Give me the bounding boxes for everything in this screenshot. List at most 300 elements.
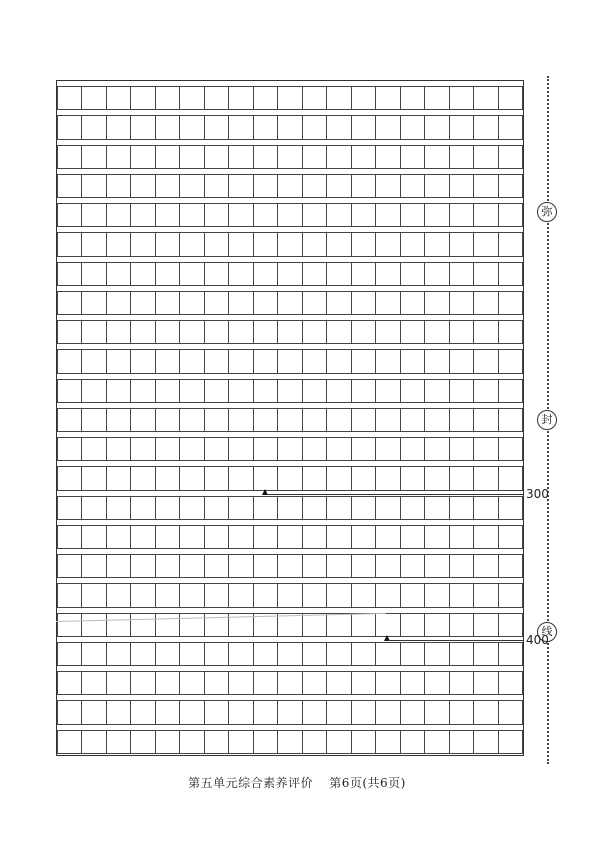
- grid-cell: [277, 525, 302, 549]
- grid-cell: [302, 262, 327, 286]
- grid-cell: [253, 349, 278, 373]
- grid-cell: [81, 437, 106, 461]
- grid-cell: [400, 583, 425, 607]
- grid-cell: [57, 408, 82, 432]
- grid-cell: [81, 349, 106, 373]
- grid-cell: [155, 262, 180, 286]
- grid-cell: [277, 203, 302, 227]
- grid-cell: [277, 730, 302, 754]
- grid-cell: [277, 349, 302, 373]
- grid-cell: [424, 408, 449, 432]
- grid-cell: [375, 466, 400, 490]
- grid-cell: [449, 232, 474, 256]
- grid-cell: [106, 145, 131, 169]
- grid-cell: [351, 320, 376, 344]
- grid-cell: [106, 86, 131, 110]
- grid-cell: [302, 496, 327, 520]
- grid-cell: [277, 379, 302, 403]
- grid-cell: [302, 349, 327, 373]
- grid-cell: [179, 613, 204, 637]
- grid-cell: [326, 379, 351, 403]
- grid-cell: [326, 349, 351, 373]
- grid-cell: [228, 145, 253, 169]
- grid-cell: [302, 437, 327, 461]
- grid-cell: [204, 496, 229, 520]
- grid-cell: [473, 86, 498, 110]
- grid-cell: [400, 203, 425, 227]
- grid-cell: [498, 379, 523, 403]
- grid-cell: [375, 613, 400, 637]
- grid-cell: [179, 408, 204, 432]
- grid-cell: [130, 86, 155, 110]
- grid-cell: [326, 291, 351, 315]
- grid-cell: [498, 291, 523, 315]
- grid-cell: [400, 379, 425, 403]
- grid-cell: [106, 379, 131, 403]
- grid-cell: [179, 466, 204, 490]
- grid-cell: [400, 262, 425, 286]
- grid-cell: [228, 115, 253, 139]
- grid-cell: [326, 232, 351, 256]
- grid-cell: [449, 496, 474, 520]
- grid-cell: [326, 145, 351, 169]
- grid-cell: [81, 86, 106, 110]
- grid-cell: [375, 379, 400, 403]
- grid-cell: [375, 115, 400, 139]
- grid-cell: [375, 554, 400, 578]
- grid-cell: [228, 583, 253, 607]
- grid-cell: [204, 174, 229, 198]
- grid-cell: [228, 174, 253, 198]
- grid-cell: [449, 730, 474, 754]
- grid-cell: [130, 320, 155, 344]
- grid-cell: [302, 203, 327, 227]
- grid-cell: [179, 671, 204, 695]
- grid-cell: [155, 379, 180, 403]
- grid-cell: [204, 554, 229, 578]
- grid-cell: [473, 525, 498, 549]
- grid-cell: [155, 525, 180, 549]
- grid-cell: [400, 408, 425, 432]
- grid-cell: [302, 174, 327, 198]
- grid-cell: [424, 115, 449, 139]
- grid-cell: [204, 320, 229, 344]
- grid-cell: [204, 86, 229, 110]
- grid-cell: [498, 115, 523, 139]
- grid-cell: [81, 203, 106, 227]
- grid-cell: [106, 408, 131, 432]
- grid-cell: [498, 86, 523, 110]
- grid-cell: [253, 115, 278, 139]
- grid-cell: [106, 613, 131, 637]
- grid-cell: [449, 642, 474, 666]
- grid-cell: [228, 671, 253, 695]
- grid-cell: [326, 466, 351, 490]
- grid-cell: [106, 730, 131, 754]
- grid-cell: [473, 232, 498, 256]
- grid-cell: [253, 466, 278, 490]
- grid-cell: [155, 349, 180, 373]
- grid-cell: [326, 583, 351, 607]
- grid-cell: [277, 496, 302, 520]
- grid-cell: [424, 642, 449, 666]
- grid-cell: [302, 554, 327, 578]
- writing-grid: [56, 80, 524, 756]
- grid-cell: [424, 203, 449, 227]
- grid-cell: [106, 554, 131, 578]
- grid-cell: [81, 613, 106, 637]
- grid-cell: [400, 437, 425, 461]
- grid-cell: [498, 642, 523, 666]
- grid-cell: [57, 379, 82, 403]
- grid-cell: [498, 730, 523, 754]
- grid-cell: [179, 583, 204, 607]
- grid-cell: [400, 554, 425, 578]
- grid-cell: [449, 349, 474, 373]
- word-count-line: [388, 640, 524, 641]
- grid-cell: [179, 700, 204, 724]
- grid-cell: [155, 496, 180, 520]
- grid-cell: [106, 583, 131, 607]
- grid-cell: [81, 730, 106, 754]
- grid-cell: [424, 349, 449, 373]
- grid-cell: [253, 496, 278, 520]
- grid-cell: [375, 349, 400, 373]
- grid-cell: [473, 583, 498, 607]
- grid-cell: [351, 466, 376, 490]
- grid-cell: [302, 320, 327, 344]
- grid-cell: [302, 525, 327, 549]
- grid-cell: [302, 583, 327, 607]
- grid-cell: [351, 232, 376, 256]
- grid-cell: [155, 408, 180, 432]
- grid-cell: [130, 700, 155, 724]
- grid-cell: [424, 730, 449, 754]
- grid-cell: [424, 232, 449, 256]
- grid-cell: [277, 115, 302, 139]
- grid-cell: [498, 320, 523, 344]
- grid-cell: [326, 642, 351, 666]
- grid-cell: [400, 320, 425, 344]
- grid-cell: [351, 437, 376, 461]
- grid-cell: [277, 671, 302, 695]
- grid-cell: [449, 320, 474, 344]
- grid-cell: [253, 525, 278, 549]
- grid-cell: [155, 291, 180, 315]
- grid-cell: [81, 642, 106, 666]
- grid-cell: [179, 320, 204, 344]
- grid-cell: [253, 583, 278, 607]
- grid-cell: [204, 115, 229, 139]
- grid-cell: [130, 262, 155, 286]
- grid-cell: [449, 203, 474, 227]
- grid-cell: [351, 525, 376, 549]
- grid-cell: [204, 700, 229, 724]
- grid-cell: [228, 379, 253, 403]
- grid-cell: [228, 700, 253, 724]
- grid-cell: [155, 554, 180, 578]
- grid-cell: [326, 86, 351, 110]
- grid-cell: [326, 671, 351, 695]
- grid-cell: [449, 291, 474, 315]
- grid-cell: [57, 349, 82, 373]
- grid-cell: [400, 613, 425, 637]
- grid-cell: [498, 671, 523, 695]
- grid-cell: [424, 320, 449, 344]
- grid-cell: [473, 174, 498, 198]
- grid-cell: [204, 203, 229, 227]
- grid-cell: [498, 262, 523, 286]
- grid-cell: [375, 496, 400, 520]
- grid-cell: [277, 583, 302, 607]
- grid-cell: [106, 174, 131, 198]
- grid-cell: [277, 642, 302, 666]
- grid-cell: [228, 437, 253, 461]
- grid-cell: [57, 291, 82, 315]
- grid-cell: [179, 262, 204, 286]
- grid-cell: [473, 700, 498, 724]
- grid-cell: [302, 642, 327, 666]
- grid-cell: [326, 730, 351, 754]
- grid-cell: [277, 437, 302, 461]
- grid-cell: [473, 349, 498, 373]
- page-footer: [0, 774, 594, 791]
- grid-cell: [375, 262, 400, 286]
- grid-cell: [498, 525, 523, 549]
- grid-cell: [130, 291, 155, 315]
- grid-cell: [424, 554, 449, 578]
- grid-cell: [204, 466, 229, 490]
- grid-cell: [106, 671, 131, 695]
- grid-cell: [228, 642, 253, 666]
- grid-cell: [130, 174, 155, 198]
- grid-cell: [400, 115, 425, 139]
- grid-cell: [277, 408, 302, 432]
- grid-cell: [302, 671, 327, 695]
- grid-cell: [204, 291, 229, 315]
- grid-cell: [351, 174, 376, 198]
- grid-cell: [351, 262, 376, 286]
- grid-cell: [179, 554, 204, 578]
- grid-cell: [424, 671, 449, 695]
- grid-cell: [277, 554, 302, 578]
- grid-cell: [375, 700, 400, 724]
- grid-cell: [424, 174, 449, 198]
- grid-cell: [130, 554, 155, 578]
- grid-cell: [155, 115, 180, 139]
- grid-cell: [253, 86, 278, 110]
- grid-cell: [400, 730, 425, 754]
- grid-cell: [130, 408, 155, 432]
- grid-cell: [375, 203, 400, 227]
- grid-cell: [375, 642, 400, 666]
- seal-char-xian: 线: [537, 622, 557, 642]
- grid-cell: [81, 291, 106, 315]
- grid-cell: [106, 203, 131, 227]
- grid-cell: [424, 291, 449, 315]
- grid-cell: [449, 408, 474, 432]
- grid-cell: [302, 291, 327, 315]
- grid-cell: [179, 86, 204, 110]
- grid-cell: [400, 174, 425, 198]
- grid-cell: [106, 262, 131, 286]
- grid-cell: [106, 437, 131, 461]
- grid-cell: [155, 232, 180, 256]
- grid-cell: [424, 145, 449, 169]
- grid-cell: [449, 437, 474, 461]
- grid-cell: [302, 408, 327, 432]
- grid-cell: [204, 730, 229, 754]
- grid-cell: [228, 349, 253, 373]
- grid-cell: [155, 671, 180, 695]
- grid-cell: [449, 262, 474, 286]
- grid-cell: [375, 525, 400, 549]
- grid-cell: [228, 291, 253, 315]
- grid-cell: [449, 174, 474, 198]
- grid-cell: [130, 496, 155, 520]
- grid-cell: [179, 525, 204, 549]
- grid-cell: [130, 671, 155, 695]
- grid-cell: [326, 437, 351, 461]
- grid-cell: [81, 232, 106, 256]
- grid-cell: [130, 232, 155, 256]
- grid-cell: [277, 700, 302, 724]
- grid-cell: [449, 525, 474, 549]
- grid-cell: [302, 115, 327, 139]
- grid-cell: [302, 613, 327, 637]
- grid-cell: [400, 496, 425, 520]
- grid-cell: [351, 671, 376, 695]
- grid-cell: [449, 466, 474, 490]
- grid-cell: [57, 554, 82, 578]
- grid-cell: [424, 437, 449, 461]
- grid-cell: [424, 379, 449, 403]
- grid-cell: [375, 86, 400, 110]
- grid-cell: [57, 583, 82, 607]
- grid-cell: [155, 203, 180, 227]
- grid-cell: [253, 730, 278, 754]
- grid-cell: [130, 642, 155, 666]
- grid-cell: [81, 554, 106, 578]
- grid-cell: [253, 437, 278, 461]
- grid-cell: [326, 115, 351, 139]
- grid-cell: [228, 262, 253, 286]
- grid-cell: [473, 730, 498, 754]
- grid-cell: [326, 262, 351, 286]
- grid-cell: [155, 613, 180, 637]
- grid-cell: [449, 671, 474, 695]
- grid-cell: [375, 232, 400, 256]
- grid-cell: [277, 86, 302, 110]
- grid-cell: [204, 379, 229, 403]
- grid-cell: [228, 203, 253, 227]
- grid-cell: [375, 320, 400, 344]
- grid-cell: [424, 262, 449, 286]
- grid-cell: [473, 320, 498, 344]
- grid-cell: [351, 613, 376, 637]
- grid-cell: [473, 466, 498, 490]
- grid-cell: [498, 700, 523, 724]
- grid-cell: [473, 671, 498, 695]
- grid-cell: [498, 174, 523, 198]
- grid-cell: [326, 525, 351, 549]
- grid-cell: [57, 525, 82, 549]
- grid-cell: [81, 408, 106, 432]
- grid-cell: [277, 320, 302, 344]
- grid-cell: [351, 349, 376, 373]
- grid-cell: [302, 86, 327, 110]
- grid-cell: [351, 642, 376, 666]
- grid-cell: [424, 466, 449, 490]
- grid-cell: [130, 203, 155, 227]
- grid-cell: [449, 583, 474, 607]
- grid-cell: [106, 466, 131, 490]
- grid-cell: [155, 700, 180, 724]
- grid-cell: [179, 349, 204, 373]
- grid-cell: [228, 320, 253, 344]
- grid-cell: [204, 583, 229, 607]
- grid-cell: [57, 115, 82, 139]
- grid-cell: [81, 671, 106, 695]
- grid-cell: [228, 232, 253, 256]
- grid-cell: [130, 145, 155, 169]
- grid-cell: [204, 349, 229, 373]
- grid-cell: [473, 613, 498, 637]
- grid-cell: [400, 145, 425, 169]
- grid-cell: [57, 437, 82, 461]
- grid-cell: [498, 554, 523, 578]
- grid-cell: [449, 554, 474, 578]
- grid-cell: [228, 496, 253, 520]
- grid-cell: [400, 291, 425, 315]
- grid-cell: [155, 86, 180, 110]
- grid-cell: [375, 291, 400, 315]
- grid-cell: [302, 232, 327, 256]
- grid-cell: [204, 232, 229, 256]
- grid-cell: [81, 145, 106, 169]
- grid-cell: [473, 115, 498, 139]
- grid-cell: [375, 145, 400, 169]
- word-count-line: [266, 494, 524, 495]
- grid-cell: [498, 583, 523, 607]
- grid-cell: [302, 700, 327, 724]
- grid-cell: [326, 613, 351, 637]
- grid-cell: [253, 408, 278, 432]
- grid-cell: [351, 496, 376, 520]
- grid-cell: [449, 115, 474, 139]
- grid-cell: [81, 262, 106, 286]
- grid-cell: [57, 203, 82, 227]
- grid-cell: [326, 700, 351, 724]
- word-count-label: 400: [526, 633, 549, 648]
- grid-cell: [130, 437, 155, 461]
- grid-cell: [400, 232, 425, 256]
- grid-cell: [155, 145, 180, 169]
- grid-cell: [130, 730, 155, 754]
- grid-cell: [253, 700, 278, 724]
- grid-cell: [179, 203, 204, 227]
- grid-cell: [57, 174, 82, 198]
- grid-cell: [400, 349, 425, 373]
- grid-cell: [277, 174, 302, 198]
- grid-cell: [106, 320, 131, 344]
- grid-cell: [473, 554, 498, 578]
- grid-cell: [253, 145, 278, 169]
- grid-cell: [57, 232, 82, 256]
- grid-cell: [57, 86, 82, 110]
- grid-cell: [302, 466, 327, 490]
- seal-char-mi: 弥: [537, 202, 557, 222]
